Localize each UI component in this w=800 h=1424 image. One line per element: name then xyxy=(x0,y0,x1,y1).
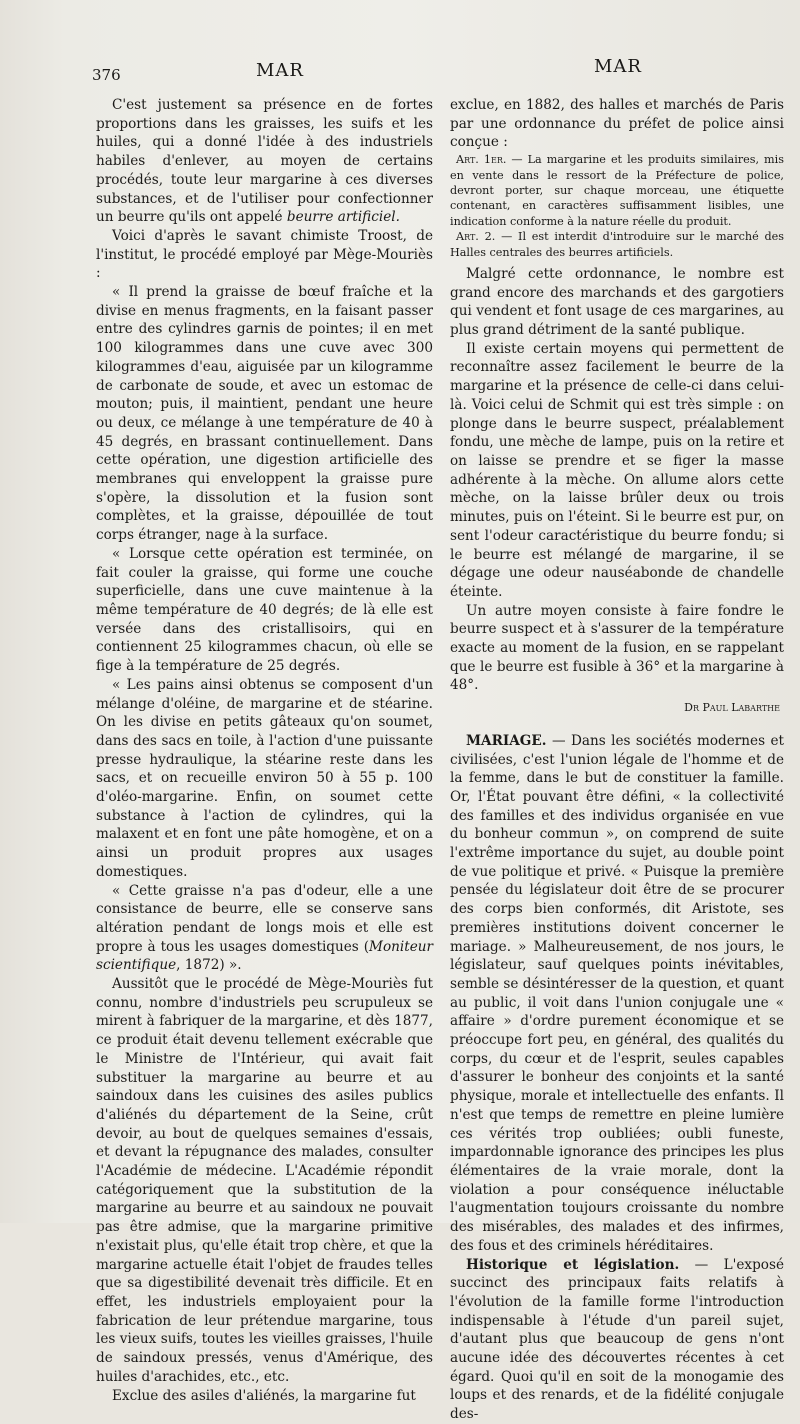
entry-mariage: MARIAGE. — Dans les sociétés modernes et civilisées, c'est l'union légale de l'homme et de la femme, dans le but de constituer la famille. Or, l'État pouvant être défini, « la collectivité des familles et des individus organisée en vue du bonheur commun », on comprend de suite l'extrême importance du sujet, au double point de vue politique et privé. « Puisque la première pensée du législateur doit être de se procurer des corps bien conformés, dit Aristote, ses premières institutions doivent concerner le mariage. » Malheureusement, de nos jours, le législateur, sauf quelques points inévitables, semble se désintéresser de la question, et quant au public, il voit dans l'union conjugale une « affaire » d'ordre purement économique et se préoccupe fort peu, en général, des qualités du corps, du cœur et de l'esprit, seules capables d'assurer le bonheur des conjoints et la santé physique, morale et intellectuelle des enfants. Il n'est que temps de remettre en pleine lumière ces vérités trop oubliées; oubli funeste, impardonnable ignorance des principes les plus élémentaires de la vraie morale, dont la violation a pour conséquence inéluctable l'augmentation toujours croissante du nombre des misérables, des malades et des infirmes, des fous et des criminels héréditaires. xyxy=(450,732,784,1254)
entry-heading: MARIAGE. xyxy=(466,732,547,749)
paragraph: Il existe certain moyens qui permettent de reconnaître assez facilement le beurre de la margarine et la présence de celle-ci dans celui-là. Voici celui de Schmit qui est très simple : on plonge dans le beurre suspect, préalablement fondu, une mèche de lampe, puis on la retire et on laisse se prendre et se figer la masse adhérente à la mèche. On allume alors cette mèche, on la laisse brûler deux ou trois minutes, puis on l'éteint. Si le beurre est pur, on sent l'odeur caractéristique du beurre fondu; si le beurre est mélangé de margarine, il se dégage une odeur nauséabonde de chandelle éteinte. xyxy=(450,340,784,600)
paragraph: Malgré cette ordonnance, le nombre est grand encore des marchands et des gargotiers qui vendent et font usage de ces margarines, au plus grand détriment de la santé publique. xyxy=(450,265,784,339)
paragraph: Un autre moyen consiste à faire fondre le beurre suspect et à s'assurer de la température exacte au moment de la fusion, en se rappelant que le beurre est fusible à 36° et la margarine à 48°. xyxy=(450,602,784,694)
right-column xyxy=(450,96,784,1424)
paragraph: « Lorsque cette opération est terminée, on fait couler la graisse, qui forme une couche superficielle, dans une cuve maintenue à la même température de 40 degrés; de là elle est versée dans des cristallisoirs, qui en contiennent 25 kilogrammes chacun, où elle se fige à la température de 25 degrés. xyxy=(96,545,433,675)
page-number: 376 xyxy=(92,66,121,84)
paragraph: « Cette graisse n'a pas d'odeur, elle a une consistance de beurre, elle se conserve sans altération pendant de longs mois et elle est propre à tous les usages domestiques (Moniteur scientifique, 1872) ». xyxy=(96,882,433,974)
italic-citation: Moniteur scientifique xyxy=(96,938,433,974)
article-2: Art. 2. — Il est interdit d'introduire sur le marché des Halles centrales des beurres artificiels. xyxy=(450,230,784,259)
italic-term: beurre artificiel. xyxy=(286,209,400,226)
paragraph: Exclue des asiles d'aliénés, la margarine fut xyxy=(112,1387,416,1404)
paragraph: Aussitôt que le procédé de Mège-Mouriès fut connu, nombre d'industriels peu scrupuleux se mirent à fabriquer de la margarine, et dès 1877, ce produit était devenu tellement exécrable que le Ministre de l'Intérieur, qui avait fait substituer la margarine au beurre et au saindoux dans les cuisines des asiles publics d'aliénés du département de la Seine, crût devoir, au bout de quelques semaines d'essais, et devant la répugnance des malades, consulter l'Académie de médecine. L'Académie répondit catégoriquement que la substitution de la margarine au beurre et au saindoux ne pouvait pas être admise, que la margarine primitive n'existait plus, qu'elle était trop chère, et que la margarine actuelle était l'objet de fraudes telles que sa digestibilité devenait très difficile. Et en effet, les industriels employaient pour la fabrication de leur prétendue margarine, tous les vieux suifs, toutes les vieilles graisses, l'huile de saindoux pressés, venus d'Amérique, des huiles d'arachides, etc., etc. xyxy=(96,976,433,1385)
running-head-left: MAR xyxy=(256,60,304,81)
paragraph: « Il prend la graisse de bœuf fraîche et la divise en menus fragments, en la faisant passer entre des cylindres garnis de pointes; il en met 100 kilogrammes dans une cuve avec 300 kilogrammes d'eau, aiguisée par un kilogramme de carbonate de soude, et avec un estomac de mouton; puis, il maintient, pendant une heure ou deux, ce mélange à une température de 40 à 45 degrés, en brassant continuellement. Dans cette opération, une digestion artificielle des membranes qui enveloppent la graisse pure s'opère, la dissolution et la fusion sont complètes, et la graisse, dépouillée de tout corps étranger, nage à la surface. xyxy=(96,284,433,544)
paragraph: C'est justement sa présence en de fortes proportions dans les graisses, les suifs et les huiles, qui a donné l'idée à des industriels habiles d'enlever, au moyen de certains procédés, toute leur margarine à ces diverses substances, et de l'utiliser pour confectionner un beurre qu'ils ont appelé beurre artificiel. xyxy=(96,97,433,226)
author-signature: Dr Paul Labarthe xyxy=(684,701,780,715)
left-column xyxy=(96,96,433,1405)
paragraph: exclue, en 1882, des halles et marchés de Paris par une ordonnance du préfet de police ainsi conçue : xyxy=(450,97,784,151)
article-1: Art. 1er. — La margarine et les produits similaires, mis en vente dans le ressort de la Préfecture de police, devront porter, sur chaque morceau, une étiquette contenant, en caractères suffisamment lisibles, une indication conforme à la nature réelle du produit. xyxy=(450,153,784,228)
ordinance-quote xyxy=(450,152,784,260)
section-historique: Historique et législation. — L'exposé succinct des principaux faits relatifs à l'évolution de la famille forme l'introduction indispensable à l'étude d'un pareil sujet, d'autant plus que beaucoup de gens n'ont aucune idée des découvertes récentes à cet égard. Quoi qu'il en soit de la monogamie des loups et des renards, et de la fidélité conjugale des- xyxy=(450,1256,784,1423)
paragraph: « Les pains ainsi obtenus se composent d'un mélange d'oléine, de margarine et de stéarine. On les divise en petits gâteaux qu'on soumet, dans des sacs en toile, à l'action d'une puissante presse hydraulique, la stéarine reste dans les sacs, et on recueille environ 50 à 55 p. 100 d'oléo-margarine. Enfin, on soumet cette substance à l'action de cylindres, qui la malaxent et en font une pâte homogène, et on a ainsi un produit propres aux usages domestiques. xyxy=(96,676,433,880)
running-head-right: MAR xyxy=(594,56,642,77)
section-heading: Historique et législation. xyxy=(466,1256,680,1273)
paragraph: Voici d'après le savant chimiste Troost, de l'institut, le procédé employé par Mège-Mouriès : xyxy=(96,227,433,282)
page-header xyxy=(88,56,788,86)
